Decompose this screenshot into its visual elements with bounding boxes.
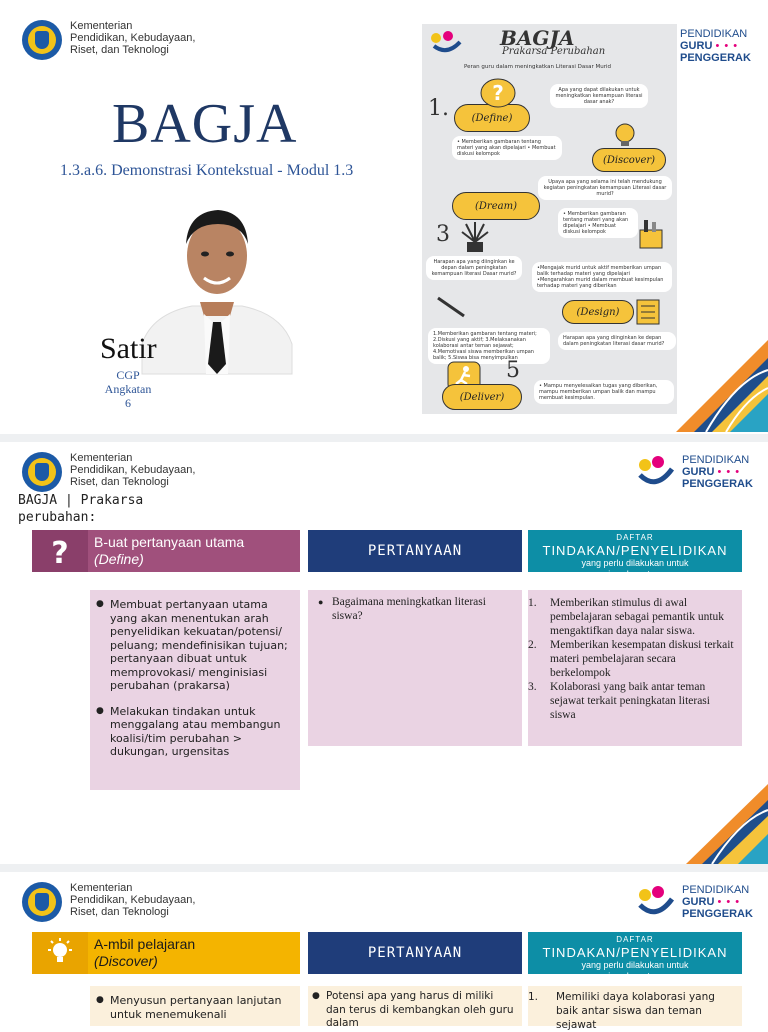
discover-explanation-cell xyxy=(90,986,300,1026)
poster-stage-design: (Design) xyxy=(562,300,634,324)
action-cell xyxy=(528,590,742,746)
potted-plant-icon xyxy=(460,220,490,254)
guru-penggerak-mark-icon xyxy=(636,885,676,919)
action-header: DAFTAR TINDAKAN/PENYELIDIKAN yang perlu dilakukan untuk menjawab pertanyaan xyxy=(528,530,742,572)
poster-question-2: Upaya apa yang selama ini telah mendukung kegiatan peningkatan kemampuan Literasi dasar murid? xyxy=(538,176,672,200)
poster-answer-5: • Mampu menyelesaikan tugas yang diberikan, mampu memberikan umpan balik dan mampu membuat kesimpulan. xyxy=(534,380,674,404)
list-item: 1. Memberikan stimulus di awal pembelajaran sebagai pemantik untuk mengaktifkan daya nalar siswa. xyxy=(528,597,725,637)
slide-title xyxy=(0,0,768,432)
list-item: ● Menyusun pertanyaan lanjutan untuk menemukenali xyxy=(94,994,294,1021)
lightbulb-icon xyxy=(610,120,640,150)
list-item: ● Potensi apa yang harus di miliki dan terus di kembangkan oleh guru dalam xyxy=(310,990,516,1031)
poster-step-number: 5 xyxy=(506,358,520,383)
poster-question-3: Harapan apa yang diinginkan ke depan dalam peningkatan kemampuan literasi Dasar murid? xyxy=(426,256,522,280)
question-mark-icon xyxy=(480,78,516,108)
checklist-icon xyxy=(634,298,662,326)
ministry-line1: Kementerian xyxy=(70,882,133,894)
slide-separator xyxy=(0,434,768,442)
guru-penggerak-logo: PENDIDIKAN GURU • • • PENGGERAK xyxy=(636,884,753,920)
stage-header-define xyxy=(32,530,300,572)
guru-penggerak-logo: PENDIDIKAN GURU • • • PENGGERAK xyxy=(636,454,753,490)
poster-stage-dream: (Dream) xyxy=(452,192,540,220)
pen-icon xyxy=(436,296,466,320)
question-header: PERTANYAAN xyxy=(308,932,522,974)
ministry-line1: Kementerian xyxy=(70,452,133,464)
svg-text:?: ? xyxy=(51,536,69,571)
ministry-line2: Pendidikan, Kebudayaan, xyxy=(70,894,196,906)
poster-subtitle: Prakarsa Perubahan xyxy=(502,46,606,57)
slide-discover xyxy=(0,872,768,1031)
tut-wuri-handayani-seal-icon xyxy=(22,20,62,60)
ministry-line3: Riset, dan Teknologi xyxy=(70,476,169,488)
define-explanation-cell xyxy=(90,590,300,790)
poster-step-number: 1. xyxy=(428,96,449,121)
poster-stage-define: (Define) xyxy=(454,104,530,132)
decorative-corner-pattern xyxy=(676,340,768,432)
poster-stage-discover: (Discover) xyxy=(592,148,666,172)
poster-stage-deliver: (Deliver) xyxy=(442,384,522,410)
question-cell xyxy=(308,590,522,746)
page-subtitle: 1.3.a.6. Demonstrasi Kontekstual - Modul 1.3 xyxy=(60,162,354,179)
pencil-cup-icon xyxy=(636,218,666,250)
poster-question-1: Apa yang dapat dilakukan untuk meningkatkan kemampuan literasi dasar anak? xyxy=(550,84,648,108)
stage-subtitle: (Define) xyxy=(94,551,144,567)
slide-define xyxy=(0,444,768,864)
stage-title: A-mbil pelajaran xyxy=(94,936,196,952)
list-item: 1. Memiliki daya kolaborasi yang baik antar siswa dan teman sejawat xyxy=(528,991,715,1031)
question-cell xyxy=(308,986,522,1029)
action-header: DAFTAR TINDAKAN/PENYELIDIKAN yang perlu dilakukan untuk menjawab pertanyaan xyxy=(528,932,742,974)
question-header: PERTANYAAN xyxy=(308,530,522,572)
stage-header-discover xyxy=(32,932,300,974)
bagja-section-label: BAGJA | Prakarsa perubahan: xyxy=(18,493,144,525)
ministry-line2: Pendidikan, Kebudayaan, xyxy=(70,32,196,44)
stage-subtitle: (Discover) xyxy=(94,953,158,969)
list-item: 3. Kolaborasi yang baik antar teman sejawat terkait peningkatan literasi siswa xyxy=(528,681,710,721)
list-item: 2. Memberikan kesempatan diskusi terkait materi pembelajaran secara berkelompok xyxy=(528,639,734,679)
poster-title: BAGJA xyxy=(500,26,575,50)
question-mark-icon xyxy=(44,535,76,571)
poster-question-4: Harapan apa yang diinginkan ke depan dalam peningkatan literasi dasar murid? xyxy=(558,332,676,350)
stage-title: B-uat pertanyaan utama xyxy=(94,534,245,550)
ministry-line3: Riset, dan Teknologi xyxy=(70,44,169,56)
list-item: ● Bagaimana meningkatkan literasi siswa? xyxy=(316,596,514,623)
guru-penggerak-logo: PENDIDIKAN GURU • • • PENGGERAK xyxy=(680,28,751,64)
presenter-name: Satir xyxy=(100,332,157,365)
poster-caption: Peran guru dalam meningkatkan Literasi Dasar Murid xyxy=(464,64,612,70)
poster-answer-1: • Memberikan gambaran tentang materi yang akan dipelajari • Membuat diskusi kelompok xyxy=(452,136,562,160)
tut-wuri-handayani-seal-icon xyxy=(22,882,62,922)
svg-text:?: ? xyxy=(492,81,504,105)
cgp-label: CGP Angkatan 6 xyxy=(104,368,152,410)
ministry-logo xyxy=(22,882,195,922)
list-item: ● Melakukan tindakan untuk menggalang atau membangun koalisi/tim perubahan > dukungan, urgensitas xyxy=(94,705,294,759)
decorative-corner-pattern xyxy=(686,784,768,864)
action-cell xyxy=(528,986,742,1031)
guru-penggerak-mark-icon xyxy=(636,455,676,489)
bagja-infographic xyxy=(422,24,677,414)
mini-pgp-logo-icon xyxy=(430,30,464,52)
tut-wuri-handayani-seal-icon xyxy=(22,452,62,492)
ministry-line1: Kementerian xyxy=(70,20,133,32)
ministry-line3: Riset, dan Teknologi xyxy=(70,906,169,918)
ministry-logo xyxy=(22,20,195,60)
page-title: BAGJA xyxy=(112,93,298,155)
list-item: ● Membuat pertanyaan utama yang akan menentukan arah penyelidikan kekuatan/potensi/ peluang; mendefinisikan tujuan; pertanyaan dibuat untuk memprovokasi/ menginisiasi perubahan (prakarsa) xyxy=(94,598,294,693)
ministry-line2: Pendidikan, Kebudayaan, xyxy=(70,464,196,476)
poster-answer-3: •Mengajak murid untuk aktif memberikan umpan balik terhadap materi yang dipelajari •Mengarahkan murid dalam membuat kesimpulan terhadap materi yang diberikan xyxy=(532,262,672,292)
lightbulb-icon xyxy=(44,937,76,969)
portrait-photo xyxy=(142,194,292,374)
slide-separator xyxy=(0,864,768,872)
poster-step-number: 3 xyxy=(436,222,450,247)
poster-answer-4: 1.Memberikan gambaran tentang materi; 2.Diskusi yang aktif; 3.Melaksanakan kolaborasi antar teman sejawat; 4.Memotivasi siswa memberikan umpan balik; 5.Siswa bisa menyimpulkan xyxy=(428,328,550,364)
ministry-logo xyxy=(22,452,195,492)
poster-answer-2: • Memberikan gambaran tentang materi yang akan dipelajari • Membuat diskusi kelompok xyxy=(558,208,638,238)
